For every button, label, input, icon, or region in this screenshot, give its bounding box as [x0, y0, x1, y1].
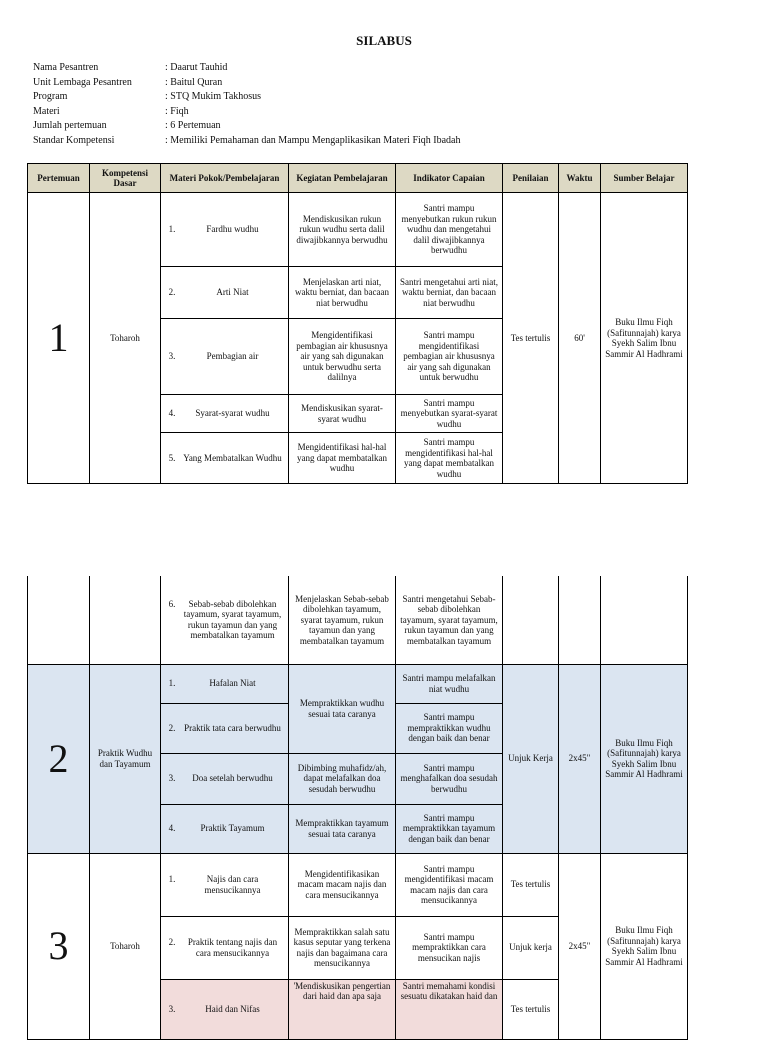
syllabus-table-page1 — [27, 163, 688, 484]
waktu-cell: 2x45" — [559, 664, 601, 853]
header-penilaian: Penilaian — [503, 164, 559, 193]
indikator-cell: Santri mampu mempraktikkan wudhu dengan baik dan benar — [396, 703, 503, 753]
header-indikator: Indikator Capaian — [396, 164, 503, 193]
penilaian-cell: Tes tertulis — [503, 979, 559, 1039]
penilaian-cell: Unjuk kerja — [503, 916, 559, 979]
info-value: : Fiqh — [165, 105, 189, 117]
info-label: Materi — [33, 105, 60, 117]
info-label: Jumlah pertemuan — [33, 120, 107, 131]
materi-text: Fardhu wudhu — [206, 224, 259, 235]
materi-cell — [161, 916, 289, 979]
kompetensi-cell: Toharoh — [90, 193, 161, 484]
kegiatan-cell: Mempraktikkan wudhu sesuai tata caranya — [289, 664, 396, 753]
document-title: SILABUS — [356, 33, 412, 48]
materi-cell — [161, 853, 289, 916]
indikator-cell: Santri mengetahui Sebab-sebab dibolehkan tayamum, syarat tayamum, rukun tayamun dan yang membatalkan tayamum — [396, 576, 503, 664]
materi-no: 2. — [168, 287, 176, 298]
penilaian-cell-empty — [503, 576, 559, 664]
waktu-cell: 60' — [559, 193, 601, 484]
materi-cell — [161, 319, 289, 395]
info-value: : Baitul Quran — [165, 76, 223, 88]
header-materi: Materi Pokok/Pembelajaran — [161, 164, 289, 193]
kegiatan-cell: Mendiskusikan rukun rukun wudhu serta dalil diwajibkannya berwudhu — [289, 193, 396, 267]
sumber-cell-empty — [601, 576, 688, 664]
pertemuan-number: 1 — [28, 193, 90, 484]
materi-text: Yang Membatalkan Wudhu — [183, 452, 282, 463]
penilaian-cell: Tes tertulis — [503, 193, 559, 484]
indikator-cell: Santri mampu menghafalkan doa sesudah berwudhu — [396, 753, 503, 804]
materi-text: Arti Niat — [216, 287, 249, 298]
kegiatan-cell: Mengidentifikasi pembagian air khususnya air yang sah digunakan untuk berwudhu serta dalilnya — [289, 319, 396, 395]
indikator-cell: Santri mampu mempraktikkan tayamum dengan baik dan benar — [396, 804, 503, 853]
materi-text: Haid dan Nifas — [205, 1003, 260, 1014]
materi-cell — [161, 433, 289, 484]
indikator-cell: Santri mampu mengidentifikasi macam macam najis dan cara mensucikannya — [396, 853, 503, 916]
kegiatan-cell: Mengidentifikasi hal-hal yang dapat membatalkan wudhu — [289, 433, 396, 484]
materi-no: 1. — [168, 224, 176, 235]
materi-no: 5. — [168, 452, 176, 463]
indikator-cell: Santri mampu melafalkan niat wudhu — [396, 664, 503, 703]
kegiatan-cell: 'Mendiskusikan pengertian dari haid dan apa saja — [289, 979, 396, 1039]
header-kompetensi: Kompetensi Dasar — [90, 164, 161, 193]
materi-text: Najis dan cara mensucikannya — [204, 874, 261, 895]
kegiatan-cell: Mempraktikkan salah satu kasus seputar yang terkena najis dan bagaimana cara mensucikannya — [289, 916, 396, 979]
materi-text: Praktik Tayamum — [200, 823, 265, 834]
table-row — [28, 193, 688, 267]
info-row — [33, 119, 461, 134]
info-value: : 6 Pertemuan — [165, 120, 221, 131]
kegiatan-cell: Menjelaskan Sebab-sebab dibolehkan tayamum, syarat tayamum, rukun tayamun dan yang membatalkan tayamum — [289, 576, 396, 664]
info-row — [33, 90, 461, 105]
info-row — [33, 76, 461, 91]
materi-cell — [161, 703, 289, 753]
materi-cell — [161, 753, 289, 804]
info-block — [33, 61, 461, 148]
info-row — [33, 61, 461, 76]
info-row — [33, 134, 461, 149]
sumber-cell: Buku Ilmu Fiqh (Safitunnajah) karya Syekh Salim Ibnu Sammir Al Hadhrami — [601, 853, 688, 1039]
table-row — [28, 576, 688, 664]
materi-cell — [161, 664, 289, 703]
header-sumber: Sumber Belajar — [601, 164, 688, 193]
materi-cell — [161, 395, 289, 433]
materi-text: Hafalan Niat — [209, 678, 256, 689]
materi-text: Syarat-syarat wudhu — [195, 408, 270, 419]
materi-text: Sebab-sebab dibolehkan tayamum, syarat tayamum, rukun tayamun dan yang membatalkan tayamum — [183, 598, 282, 641]
materi-cell — [161, 979, 289, 1039]
info-label: Unit Lembaga Pesantren — [33, 76, 132, 88]
info-label: Nama Pesantren — [33, 62, 99, 73]
header-waktu: Waktu — [559, 164, 601, 193]
header-kegiatan: Kegiatan Pembelajaran — [289, 164, 396, 193]
materi-no: 3. — [168, 773, 176, 784]
sumber-cell: Buku Ilmu Fiqh (Safitunnajah) karya Syekh Salim Ibnu Sammir Al Hadhrami — [601, 664, 688, 853]
kompetensi-cell: Toharoh — [90, 853, 161, 1039]
indikator-cell: Santri mampu menyebutkan syarat-syarat wudhu — [396, 395, 503, 433]
info-value: : Daarut Tauhid — [165, 62, 228, 73]
indikator-cell: Santri mampu mempraktikkan cara mensucikan najis — [396, 916, 503, 979]
materi-text: Pembagian air — [206, 351, 259, 362]
kompetensi-cell: Praktik Wudhu dan Tayamum — [90, 664, 161, 853]
indikator-cell: Santri mengetahui arti niat, waktu berniat, dan bacaan niat berwudhu — [396, 267, 503, 319]
materi-cell — [161, 576, 289, 664]
info-value: : STQ Mukim Takhosus — [165, 91, 262, 102]
materi-no: 4. — [168, 823, 176, 834]
materi-no: 4. — [168, 408, 176, 419]
kegiatan-cell: Mempraktikkan tayamum sesuai tata caranya — [289, 804, 396, 853]
info-label: Program — [33, 91, 68, 102]
penilaian-cell: Unjuk Kerja — [503, 664, 559, 853]
materi-no: 3. — [168, 1003, 176, 1014]
sumber-cell: Buku Ilmu Fiqh (Safitunnajah) karya Syekh Salim Ibnu Sammir Al Hadhrami — [601, 193, 688, 484]
indikator-cell: Santri mampu mengidentifikasi pembagian air khususnya air yang sah digunakan untuk berwudhu — [396, 319, 503, 395]
materi-text: Doa setelah berwudhu — [192, 773, 273, 784]
materi-no: 1. — [168, 874, 176, 884]
header-pertemuan: Pertemuan — [28, 164, 90, 193]
materi-cell — [161, 193, 289, 267]
waktu-cell: 2x45" — [559, 853, 601, 1039]
table-row — [28, 853, 688, 916]
pertemuan-cell-empty — [28, 576, 90, 664]
materi-no: 3. — [168, 351, 176, 362]
materi-text: Praktik tata cara berwudhu — [184, 722, 281, 733]
info-value: : Memiliki Pemahaman dan Mampu Mengaplikasikan Materi Fiqh Ibadah — [165, 134, 461, 146]
table-row — [28, 664, 688, 703]
info-row — [33, 105, 461, 120]
pertemuan-number: 3 — [28, 853, 90, 1039]
info-label: Standar Kompetensi — [33, 134, 115, 146]
materi-cell — [161, 804, 289, 853]
materi-no: 2. — [168, 937, 176, 947]
materi-no: 2. — [168, 722, 176, 733]
pertemuan-number: 2 — [28, 664, 90, 853]
indikator-cell: Santri mampu menyebutkan rukun rukun wudhu dan mengetahui dalil diwajibkannya berwudhu — [396, 193, 503, 267]
materi-cell — [161, 267, 289, 319]
kegiatan-cell: Mendiskusikan syarat-syarat wudhu — [289, 395, 396, 433]
penilaian-cell: Tes tertulis — [503, 853, 559, 916]
indikator-cell: Santri mampu mengidentifikasi hal-hal yang dapat membatalkan wudhu — [396, 433, 503, 484]
kegiatan-cell: Dibimbing muhafidz/ah, dapat melafalkan doa sesudah berwudhu — [289, 753, 396, 804]
syllabus-table-page2 — [27, 576, 688, 1040]
materi-no: 6. — [168, 598, 176, 609]
kegiatan-cell: Menjelaskan arti niat, waktu berniat, dan bacaan niat berwudhu — [289, 267, 396, 319]
indikator-cell: Santri memahami kondisi sesuatu dikatakan haid dan — [396, 979, 503, 1039]
materi-no: 1. — [168, 678, 176, 689]
materi-text: Praktik tentang najis dan cara mensucikannya — [187, 937, 278, 958]
kegiatan-cell: Mengidentifikasikan macam macam najis dan cara mensucikannya — [289, 853, 396, 916]
waktu-cell-empty — [559, 576, 601, 664]
kompetensi-cell-empty — [90, 576, 161, 664]
